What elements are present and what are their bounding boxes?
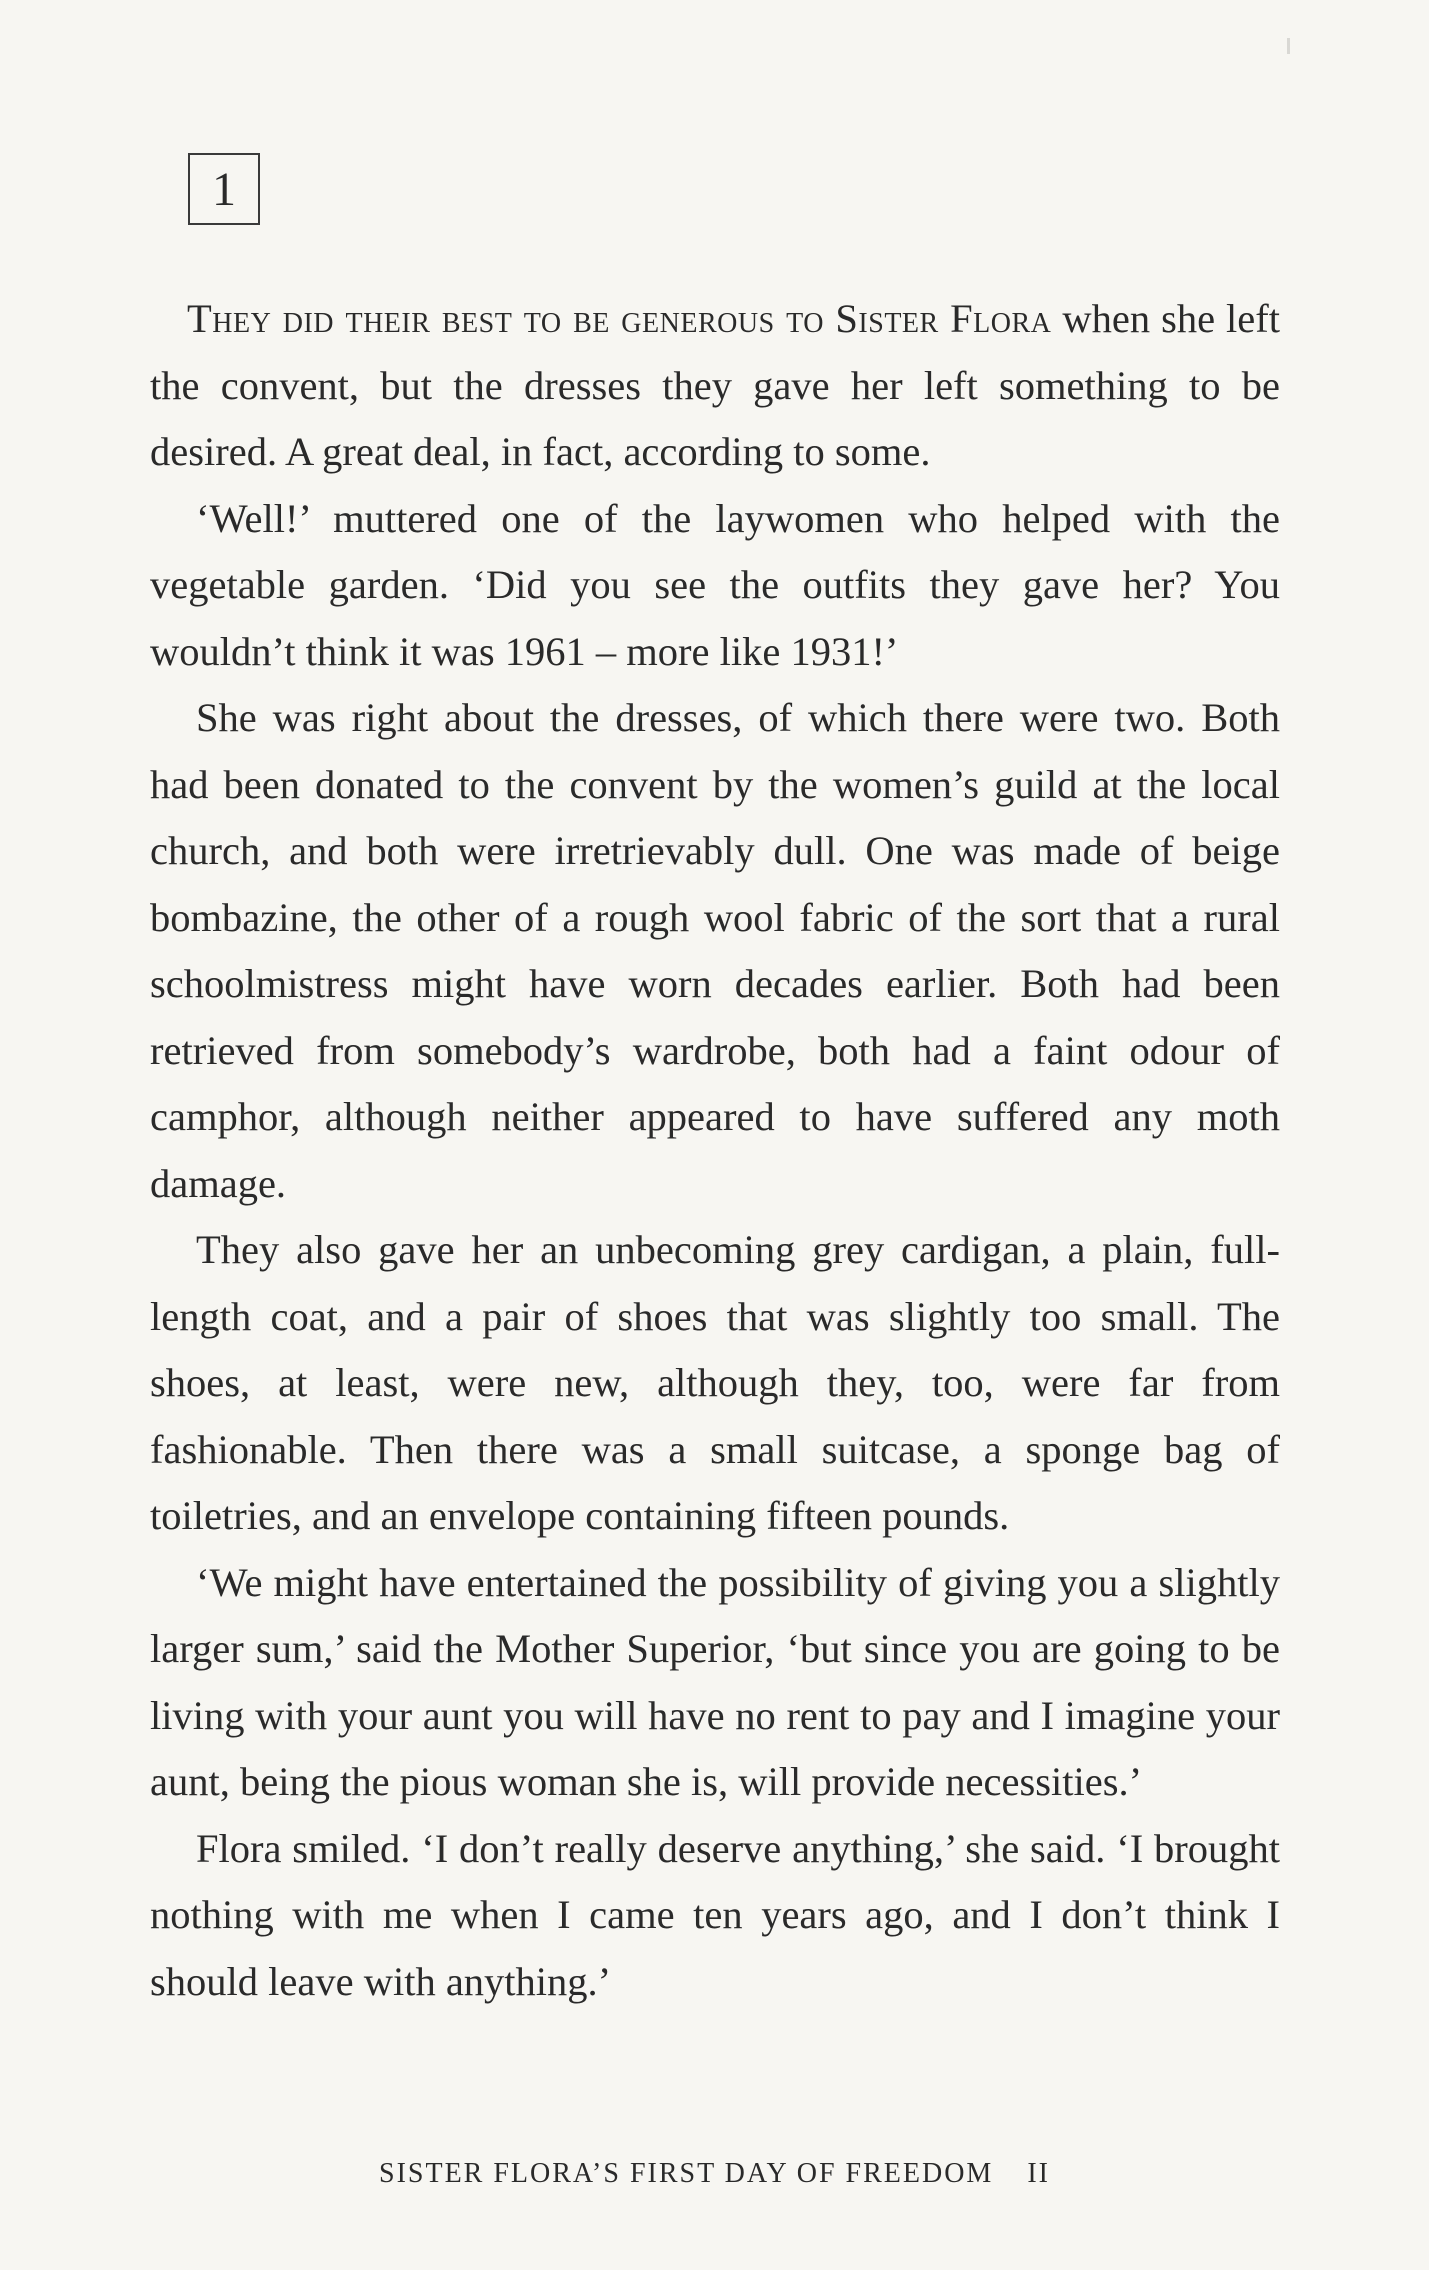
paragraph-5: ‘We might have entertained the possibility of giving you a slightly larger sum,’ said the Mother Superior, ‘but since you are going to be living with your aunt you will have no rent to pay and I imagine your aunt, being the pious woman she is, will provide necessities.’ (150, 1559, 1280, 1804)
page-number: II (1027, 2158, 1050, 2189)
paragraph-2: ‘Well!’ muttered one of the laywomen who helped with the vegetable garden. ‘Did you see the outfits they gave her? You wouldn’t think it was 1961 – more like 1931!’ (150, 495, 1280, 674)
chapter-number-box (188, 153, 260, 225)
paragraph-4: They also gave her an unbecoming grey cardigan, a plain, full-length coat, and a pair of shoes that was slightly too small. The shoes, at least, were new, although they, too, were far from fashionable. Then there was a small suitcase, a sponge bag of toiletries, and an envelope containing fifteen pounds. (150, 1227, 1280, 1538)
running-title: SISTER FLORA’S FIRST DAY OF FREEDOM (379, 2158, 994, 2189)
opening-small-caps: They did their best to be generous to Sister Flora (187, 296, 1052, 341)
margin-speck (1287, 38, 1290, 54)
paragraph-3: She was right about the dresses, of which there were two. Both had been donated to the convent by the women’s guild at the local church, and both were irretrievably dull. One was made of beige bombazine, the other of a rough wool fabric of the sort that a rural schoolmistress might have worn decades earlier. Both had been retrieved from somebody’s wardrobe, both had a faint odour of camphor, although neither appeared to have suffered any moth damage. (150, 695, 1280, 1206)
running-footer (0, 2158, 1429, 2190)
opening-paragraph (150, 286, 1280, 486)
paragraph-6: Flora smiled. ‘I don’t really deserve anything,’ she said. ‘I brought nothing with me when I came ten years ago, and I don’t think I should leave with anything.’ (150, 1825, 1280, 2004)
body-text (150, 286, 1280, 2015)
chapter-number: 1 (212, 162, 236, 216)
opening-rest: when she left the convent, but the dresses they gave her left something to be desired. A great deal, in fact, according to some. (150, 296, 1280, 474)
